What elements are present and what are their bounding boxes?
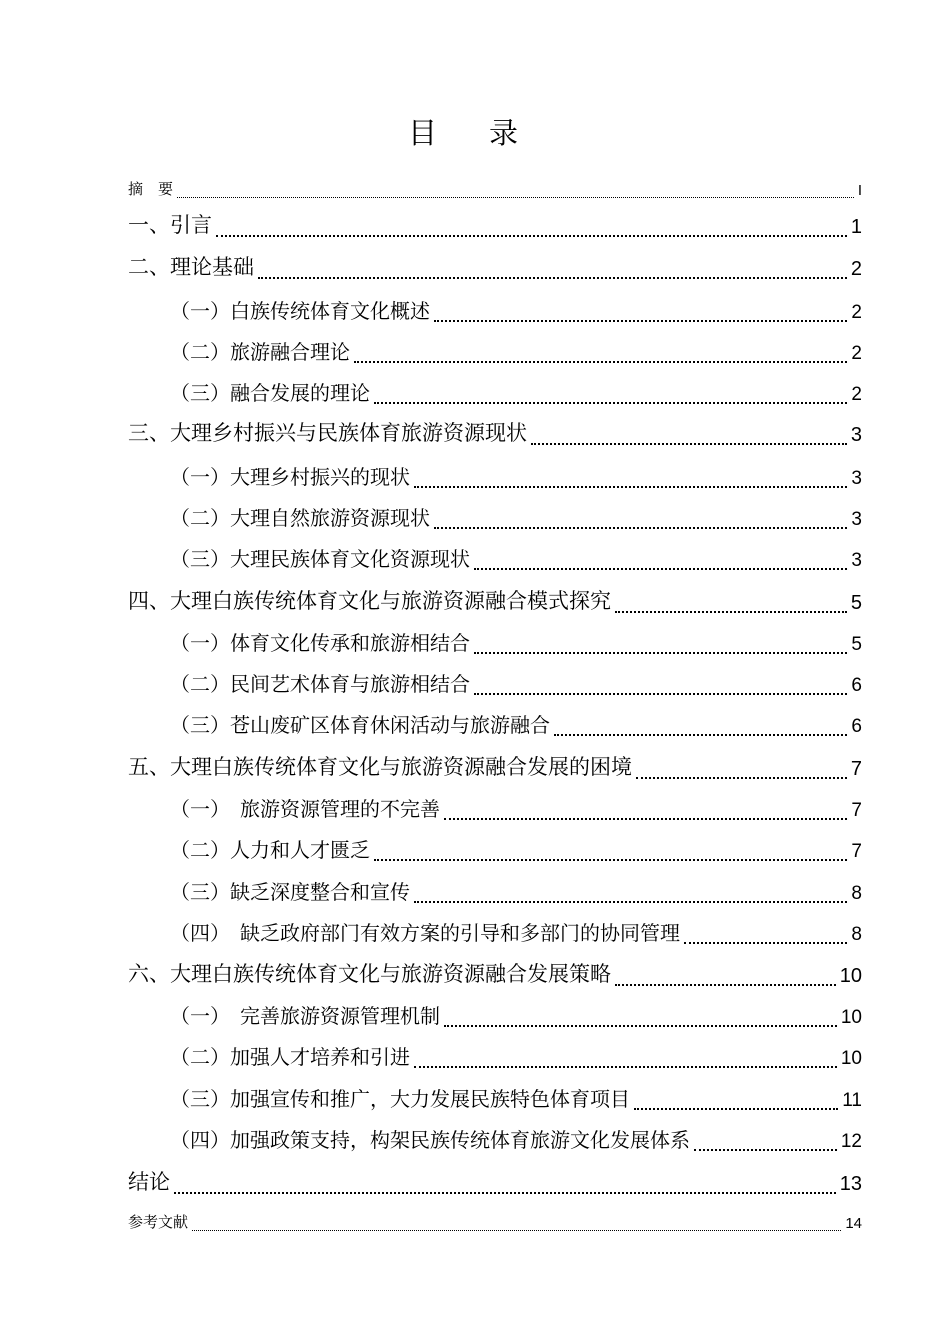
toc-entry[interactable] (0, 663, 950, 703)
toc-entry[interactable] (0, 497, 950, 537)
toc-entry-label: （一） 旅游资源管理的不完善 (170, 797, 440, 821)
toc-entry[interactable] (0, 912, 950, 952)
toc-entry-label: （一）大理乡村振兴的现状 (170, 465, 410, 489)
toc-entry-label: 四、大理白族传统体育文化与旅游资源融合模式探究 (128, 589, 611, 613)
toc-entry-page-number: 2 (851, 302, 862, 323)
toc-dot-leader (636, 777, 847, 779)
toc-entry-label: （三）苍山废矿区体育休闲活动与旅游融合 (170, 713, 550, 737)
toc-dot-leader (474, 693, 847, 695)
toc-entry-page-number: 12 (840, 1131, 862, 1152)
toc-entry-page-number: 13 (839, 1173, 862, 1195)
toc-entry-page-number: 6 (851, 716, 862, 737)
toc-title: 目录 (407, 116, 570, 150)
toc-entry-label: 六、大理白族传统体育文化与旅游资源融合发展策略 (128, 962, 611, 986)
toc-entry[interactable] (0, 205, 950, 245)
toc-entry-page-number: 1 (850, 216, 862, 238)
toc-entry-page-number: 8 (851, 924, 862, 945)
toc-entry-label: （一） 完善旅游资源管理机制 (170, 1004, 440, 1028)
toc-entry[interactable] (0, 1198, 950, 1238)
toc-entry[interactable] (0, 1078, 950, 1118)
toc-dot-leader (694, 1149, 837, 1151)
toc-entry-page-number: 3 (851, 468, 862, 489)
toc-entry-page-number: 2 (851, 384, 862, 405)
toc-entry-page-number: I (857, 182, 862, 199)
toc-entry-label: （四） 缺乏政府部门有效方案的引导和多部门的协同管理 (170, 921, 680, 945)
toc-entry-page-number: 2 (851, 343, 862, 364)
toc-dot-leader (174, 1192, 836, 1194)
toc-dot-leader (374, 402, 847, 404)
toc-entry-label: （四）加强政策支持，构架民族传统体育旅游文化发展体系 (170, 1128, 690, 1152)
toc-entry-page-number: 2 (850, 258, 862, 280)
toc-entry[interactable] (0, 165, 950, 205)
toc-entry-label: 三、大理乡村振兴与民族体育旅游资源现状 (128, 421, 527, 445)
toc-entry[interactable] (0, 995, 950, 1035)
toc-entry[interactable] (0, 747, 950, 787)
toc-dot-leader (444, 1025, 837, 1027)
toc-entry-page-number: 11 (842, 1090, 862, 1111)
toc-entry-page-number: 7 (851, 800, 862, 821)
toc-entry[interactable] (0, 871, 950, 911)
toc-dot-leader (615, 611, 847, 613)
toc-entry-page-number: 14 (845, 1215, 862, 1232)
toc-entry-page-number: 7 (850, 758, 862, 780)
toc-entry[interactable] (0, 829, 950, 869)
toc-dot-leader (414, 486, 847, 488)
toc-entry-page-number: 10 (840, 1048, 862, 1069)
toc-dot-leader (434, 527, 847, 529)
toc-entry[interactable] (0, 413, 950, 453)
toc-dot-leader (374, 859, 847, 861)
toc-entry-page-number: 5 (850, 592, 862, 614)
toc-entry-label: （二）加强人才培养和引进 (170, 1045, 410, 1069)
toc-entry-label: 摘 要 (128, 180, 174, 198)
toc-dot-leader (216, 235, 847, 237)
toc-entry[interactable] (0, 538, 950, 578)
toc-entry-page-number: 6 (851, 675, 862, 696)
toc-dot-leader (554, 734, 847, 736)
toc-entry-label: 一、引言 (128, 213, 212, 237)
toc-entry-page-number: 7 (851, 841, 862, 862)
toc-dot-leader (177, 197, 854, 198)
toc-entry-label: 二、理论基础 (128, 255, 254, 279)
toc-entry[interactable] (0, 788, 950, 828)
toc-entry[interactable] (0, 290, 950, 330)
toc-entry-page-number: 3 (850, 424, 862, 446)
toc-entry-page-number: 8 (851, 883, 862, 904)
toc-entry[interactable] (0, 1036, 950, 1076)
toc-entry-label: 参考文献 (128, 1213, 189, 1231)
toc-dot-leader (444, 818, 847, 820)
toc-entry-page-number: 10 (840, 1007, 862, 1028)
toc-dot-leader (634, 1108, 838, 1110)
toc-entry-page-number: 5 (851, 634, 862, 655)
toc-entry[interactable] (0, 456, 950, 496)
toc-dot-leader (258, 277, 847, 279)
toc-entry-label: 结论 (128, 1170, 170, 1194)
toc-entry-page-number: 3 (851, 509, 862, 530)
toc-dot-leader (434, 320, 847, 322)
toc-dot-leader (414, 1066, 837, 1068)
toc-entry-label: （一）体育文化传承和旅游相结合 (170, 631, 470, 655)
toc-entry-page-number: 10 (839, 965, 862, 987)
toc-entry[interactable] (0, 372, 950, 412)
toc-entry[interactable] (0, 247, 950, 287)
toc-entry-label: 五、大理白族传统体育文化与旅游资源融合发展的困境 (128, 755, 632, 779)
toc-dot-leader (474, 568, 847, 570)
toc-dot-leader (615, 984, 836, 986)
toc-entry[interactable] (0, 622, 950, 662)
toc-entry-label: （二）民间艺术体育与旅游相结合 (170, 672, 470, 696)
toc-entry-label: （三）大理民族体育文化资源现状 (170, 547, 470, 571)
toc-dot-leader (474, 652, 847, 654)
toc-entry-label: （二）大理自然旅游资源现状 (170, 506, 430, 530)
toc-entry-label: （二）人力和人才匮乏 (170, 838, 370, 862)
toc-dot-leader (354, 361, 847, 363)
toc-entry-label: （一）白族传统体育文化概述 (170, 299, 430, 323)
toc-dot-leader (531, 443, 847, 445)
toc-dot-leader (414, 901, 847, 903)
toc-entry[interactable] (0, 1162, 950, 1202)
toc-entry-page-number: 3 (851, 550, 862, 571)
toc-entry[interactable] (0, 954, 950, 994)
toc-entry[interactable] (0, 704, 950, 744)
toc-entry[interactable] (0, 581, 950, 621)
toc-entry[interactable] (0, 331, 950, 371)
toc-entry-label: （三）融合发展的理论 (170, 381, 370, 405)
toc-dot-leader (192, 1230, 841, 1231)
toc-entry-label: （三）加强宣传和推广，大力发展民族特色体育项目 (170, 1087, 630, 1111)
toc-dot-leader (684, 942, 847, 944)
toc-entry-label: （三）缺乏深度整合和宣传 (170, 880, 410, 904)
toc-entry-label: （二）旅游融合理论 (170, 340, 350, 364)
toc-entry[interactable] (0, 1119, 950, 1159)
